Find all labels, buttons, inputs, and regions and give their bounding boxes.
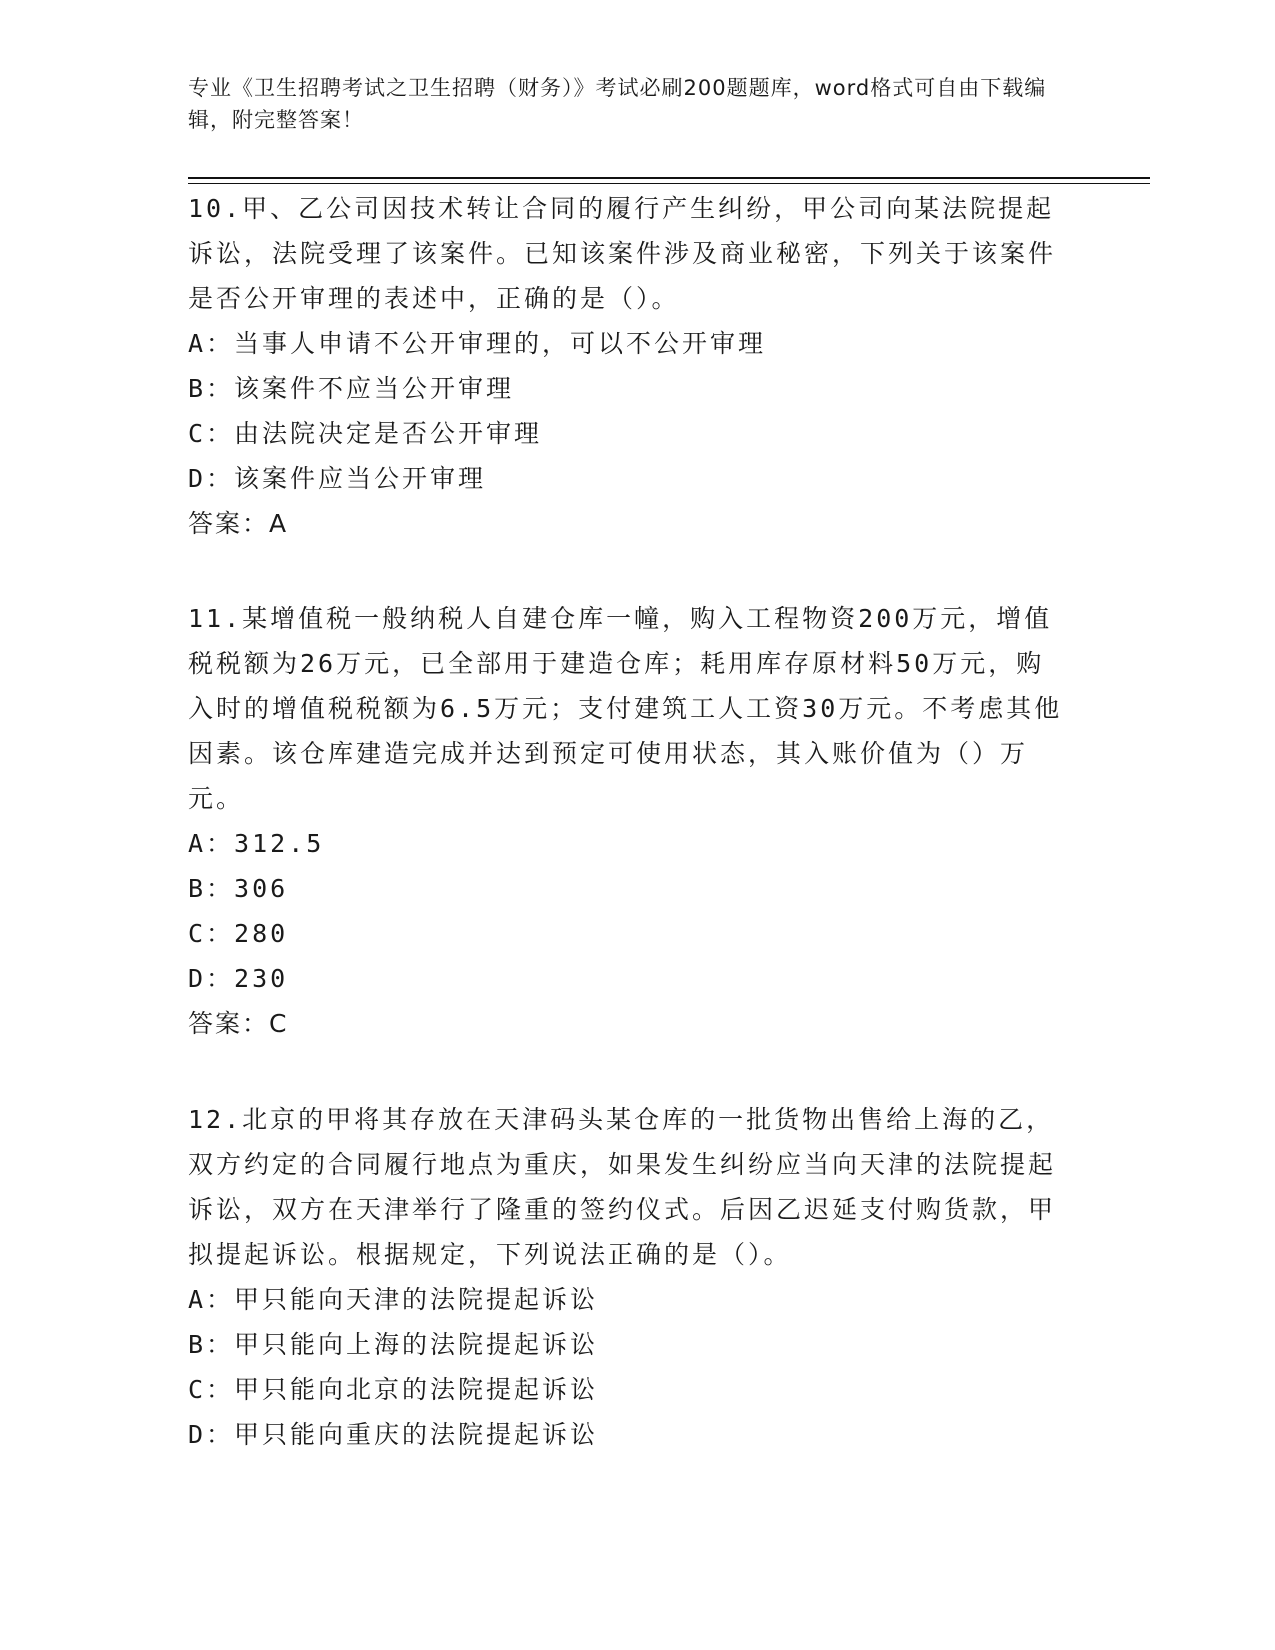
option-a: A：当事人申请不公开审理的，可以不公开审理 [188, 329, 767, 358]
option-a: A：甲只能向天津的法院提起诉讼 [188, 1285, 599, 1314]
option-c: C：甲只能向北京的法院提起诉讼 [188, 1375, 599, 1404]
option-d: D：甲只能向重庆的法院提起诉讼 [188, 1420, 599, 1449]
question-text: 12.北京的甲将其存放在天津码头某仓库的一批货物出售给上海的乙，双方约定的合同履行地点为重庆，如果发生纠纷应当向天津的法院提起诉讼，双方在天津举行了隆重的签约仪式。后因乙迟延支付购货款，甲拟提起诉讼。根据规定，下列说法正确的是（）。 [188, 1105, 1057, 1269]
question-11 [188, 596, 1068, 1047]
document-header: 专业《卫生招聘考试之卫生招聘（财务）》考试必刷200题题库，word格式可自由下载编辑，附完整答案！ [188, 76, 1047, 132]
option-b: B：该案件不应当公开审理 [188, 374, 515, 403]
option-b: B：甲只能向上海的法院提起诉讼 [188, 1330, 599, 1359]
option-a: A：312.5 [188, 829, 325, 858]
question-text: 10.甲、乙公司因技术转让合同的履行产生纠纷，甲公司向某法院提起诉讼，法院受理了该案件。已知该案件涉及商业秘密，下列关于该案件是否公开审理的表述中，正确的是（）。 [188, 194, 1057, 313]
question-10 [188, 186, 1068, 547]
option-c: C：由法院决定是否公开审理 [188, 419, 543, 448]
option-d: D：230 [188, 964, 289, 993]
question-text: 11.某增值税一般纳税人自建仓库一幢，购入工程物资200万元，增值税税额为26万元，已全部用于建造仓库；耗用库存原材料50万元，购入时的增值税税额为6.5万元；支付建筑工人工资30万元。不考虑其他因素。该仓库建造完成并达到预定可使用状态，其入账价值为（）万元。 [188, 604, 1063, 813]
answer: 答案：A [188, 509, 289, 538]
header-rule-thick [188, 177, 1150, 179]
option-b: B：306 [188, 874, 289, 903]
question-12 [188, 1097, 1068, 1457]
answer: 答案：C [188, 1009, 289, 1038]
option-d: D：该案件应当公开审理 [188, 464, 487, 493]
header-rule-thin [188, 183, 1150, 184]
option-c: C：280 [188, 919, 289, 948]
